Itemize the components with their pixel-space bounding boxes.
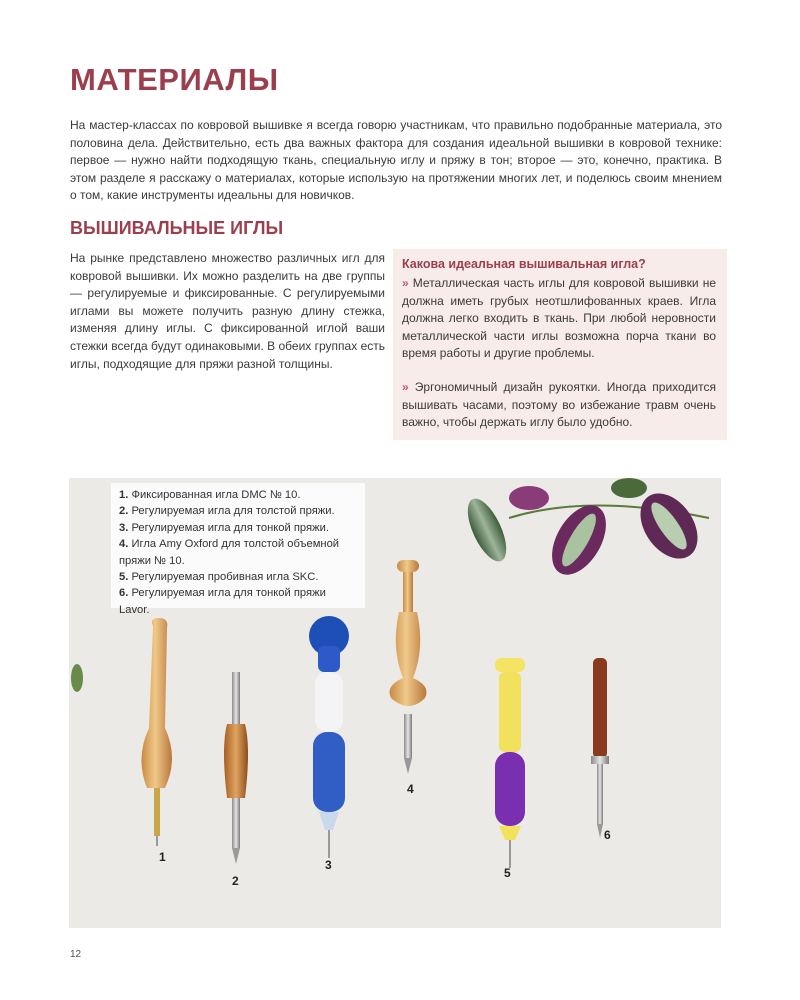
legend-item: 3. Регулируемая игла для тонкой пряжи.	[119, 521, 329, 534]
intro-paragraph: На мастер-классах по ковровой вышивке я всегда говорю участникам, что правильно подобранные материала, это половина дела. Действительно, есть два важных фактора для создания идеальной вышивки в ковровой технике: первое — нужно найти подходящую ткань, специальную иглу и пряжу в тон; второе — это, конечно, практика. В этом разделе я расскажу о материалах, которые использую на протяжении многих лет, и поделюсь своим мнением о том, какие инструменты идеальны для новичков.	[70, 118, 722, 203]
needle-2	[224, 672, 248, 864]
page-title: МАТЕРИАЛЫ	[70, 62, 279, 97]
tip-box	[393, 249, 727, 440]
needle-6	[591, 658, 609, 838]
tip-box-title: Какова идеальная вышивальная игла?	[402, 257, 646, 271]
needle-label: 4	[407, 782, 414, 796]
tip-item	[402, 379, 716, 432]
needle-label: 5	[504, 866, 511, 880]
legend-item: 5. Регулируемая пробивная игла SKC.	[119, 571, 319, 584]
needle-label: 1	[159, 850, 166, 864]
legend-item: 6. Регулируемая игла для тонкой пряжи Lavor.	[119, 587, 326, 616]
tip-item	[402, 275, 716, 363]
legend-item: 4. Игла Amy Oxford для толстой объемной пряжи № 10.	[119, 538, 340, 567]
legend-item: 1. Фиксированная игла DMC № 10.	[119, 489, 301, 501]
needle-label: 2	[232, 874, 239, 888]
photo-legend	[111, 483, 365, 616]
needle-4	[390, 560, 427, 774]
section-body: На рынке представлено множество различных игл для ковровой вышивки. Их можно разделить на две группы — регулируемые и фиксированные. С регулируемыми иглами вы можете получить разную длину стежка, изменяя длину иглы. С фиксированной иглой ваши стежки всегда будут одинаковыми. В обеих группах есть иглы, подходящие для пряжи разной толщины.	[70, 251, 385, 371]
tip-item-text: Металлическая часть иглы для ковровой вышивки не должна иметь грубых неотшлифованных краев. Игла должна легко входить в ткань. При любой неровности металлической части иглы возможна порча ткани во время работы и другие проблемы.	[402, 276, 716, 361]
needle-5	[495, 658, 525, 868]
bullet-icon: »	[402, 379, 409, 394]
tip-item-text: Эргономичный дизайн рукоятки. Иногда приходится вышивать часами, поэтому во избежание травм очень важно, чтобы держать иглу было удобно.	[402, 379, 716, 430]
bullet-icon: »	[402, 276, 409, 290]
legend-item: 2. Регулируемая игла для толстой пряжи.	[119, 505, 335, 518]
section-title: ВЫШИВАЛЬНЫЕ ИГЛЫ	[70, 218, 284, 238]
needle-1	[141, 618, 172, 846]
needle-label: 6	[604, 828, 611, 842]
needle-3	[309, 616, 349, 858]
page-number: 12	[70, 949, 82, 960]
needle-label: 3	[325, 858, 332, 872]
